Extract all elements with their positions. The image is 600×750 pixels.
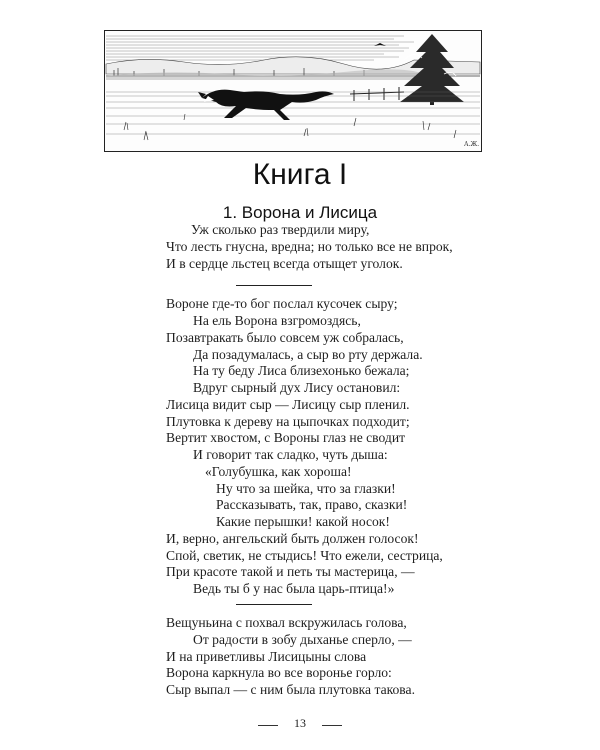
verse-line: И, верно, ангельский быть должен голосок!: [166, 531, 419, 546]
section-divider: [236, 604, 312, 605]
verse-line: Ведь ты б у нас была царь-птица!»: [193, 581, 395, 596]
page-number: 13: [294, 716, 306, 730]
verse-line: И в сердце льстец всегда отыщет уголок.: [166, 256, 403, 271]
verse-line: Сыр выпал — с ним была плутовка такова.: [166, 682, 415, 697]
verse-line: От радости в зобу дыханье сперло, —: [193, 632, 412, 647]
verse-line: Позавтракать было совсем уж собралась,: [166, 330, 404, 345]
verse-line: И говорит так сладко, чуть дыша:: [193, 447, 388, 462]
fable-title: 1. Ворона и Лисица: [222, 203, 378, 222]
verse-line: На ту беду Лиса близехонько бежала;: [193, 363, 410, 378]
verse-line: Лисица видит сыр — Лисицу сыр пленил.: [166, 397, 410, 412]
verse-line: «Голубушка, как хороша!: [205, 464, 352, 479]
verse-line: Ворона каркнула во все воронье горло:: [166, 665, 392, 680]
verse-line: Да позадумалась, а сыр во рту держала.: [193, 347, 423, 362]
verse-line: Рассказывать, так, право, сказки!: [216, 497, 408, 512]
verse-line: Ну что за шейка, что за глазки!: [216, 481, 396, 496]
illustrator-signature: А.Ж.: [464, 141, 480, 148]
verse-line: Плутовка к дереву на цыпочках подходит;: [166, 414, 410, 429]
page-number-rule-right: [322, 725, 342, 726]
verse-line: При красоте такой и петь ты мастерица, —: [166, 564, 415, 579]
verse-line: И на приветливы Лисицыны слова: [166, 649, 367, 664]
fox-and-crow-illustration: [104, 30, 482, 152]
verse-line: Вдруг сырный дух Лису остановил:: [193, 380, 401, 395]
verse-line: На ель Ворона взгромоздясь,: [193, 313, 361, 328]
page-number-rule-left: [258, 725, 278, 726]
section-divider: [236, 285, 312, 286]
verse-line: Вещуньина с похвал вскружилась голова,: [166, 615, 407, 630]
verse-line: Вертит хвостом, с Вороны глаз не сводит: [166, 430, 406, 445]
chapter-title: Книга I: [252, 158, 348, 191]
verse-line: Что лесть гнусна, вредна; но только все не впрок,: [166, 239, 453, 254]
verse-line: Уж сколько раз твердили миру,: [191, 222, 370, 237]
verse-line: Какие перышки! какой носок!: [216, 514, 390, 529]
verse-line: Вороне где-то бог послал кусочек сыру;: [166, 296, 398, 311]
verse-line: Спой, светик, не стыдись! Что ежели, сестрица,: [166, 548, 443, 563]
